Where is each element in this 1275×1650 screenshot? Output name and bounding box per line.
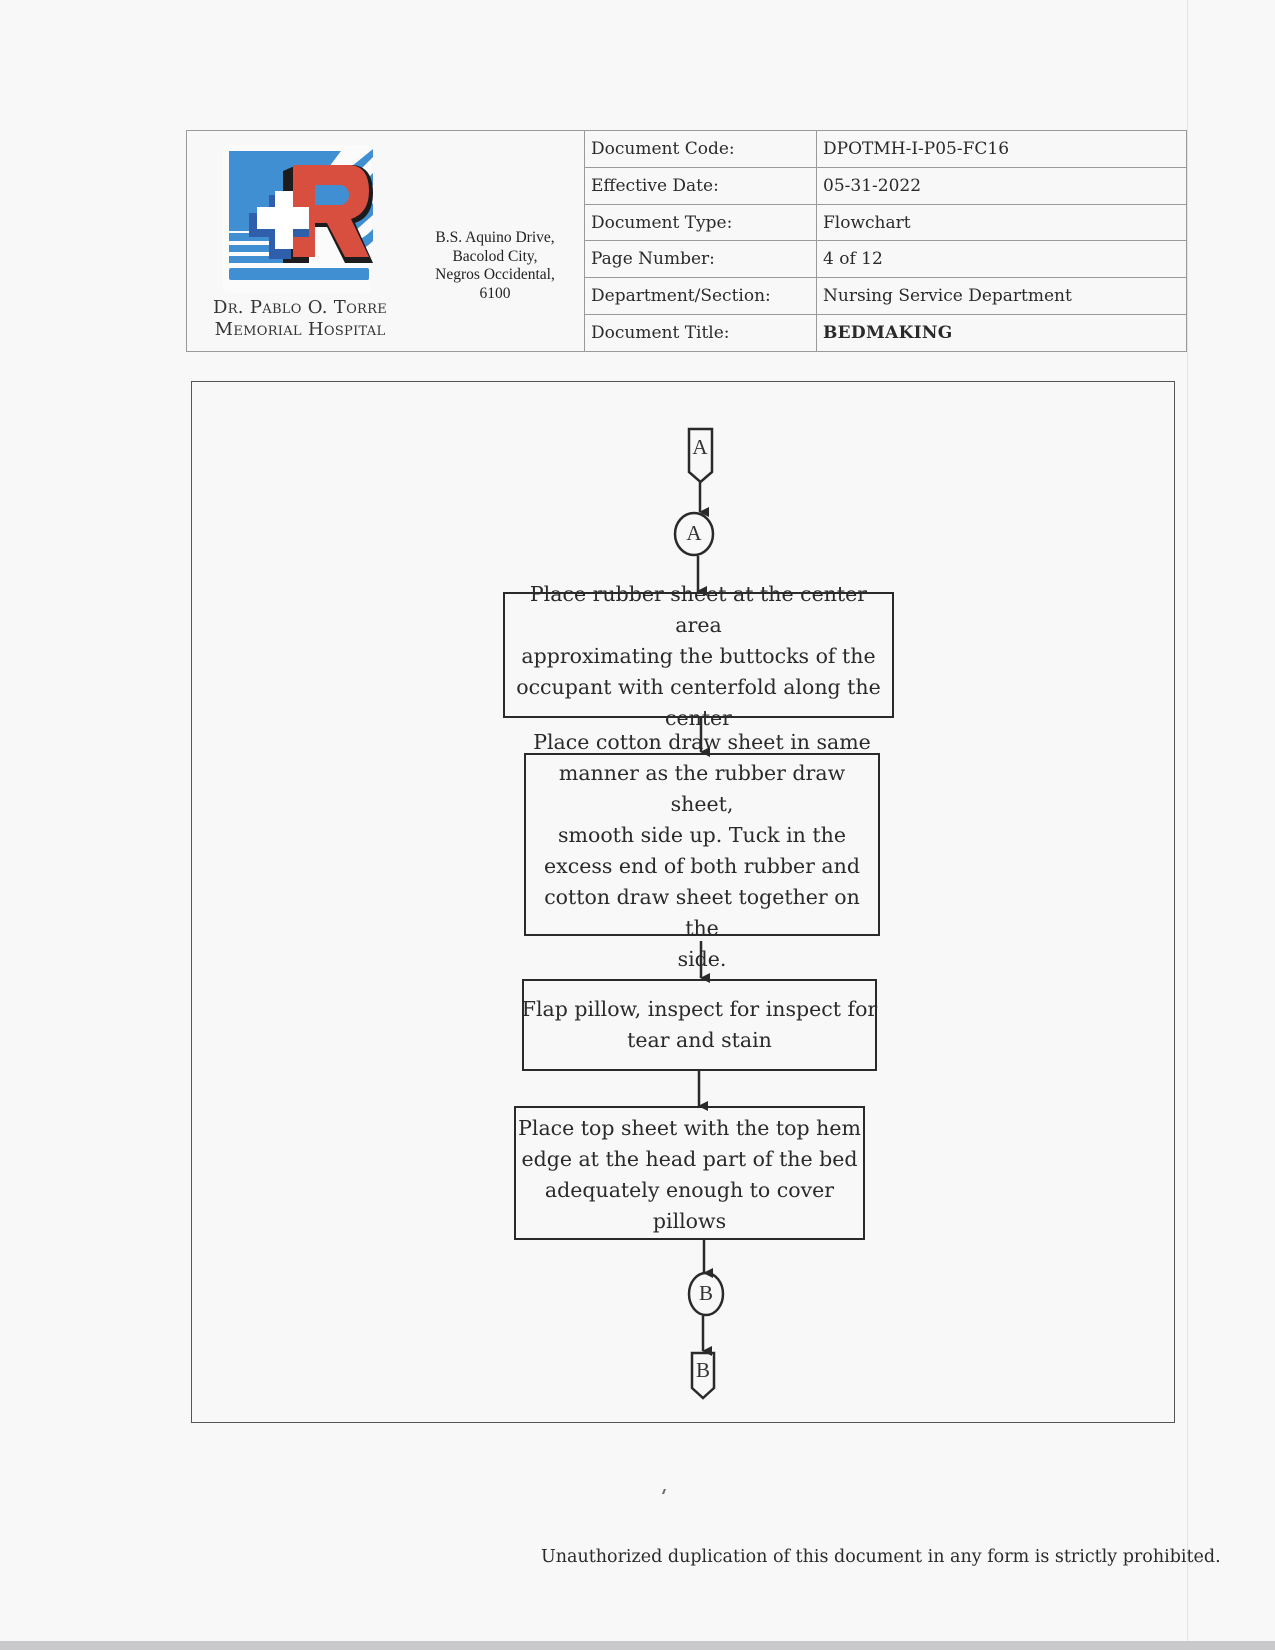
meta-value: Flowchart (823, 212, 911, 233)
meta-label: Document Code: (585, 131, 817, 167)
step-text-line: Place rubber sheet at the center area (529, 581, 868, 637)
meta-label: Department/Section: (585, 278, 817, 314)
flow-step-2 (524, 729, 880, 971)
step-text-line: Flap pillow, inspect for inspect for (521, 997, 878, 1021)
step-text-line: center (665, 705, 732, 730)
meta-value: Nursing Service Department (823, 286, 1072, 307)
onpage-connector-out-label: B (698, 1281, 713, 1305)
step-text-line: adequately enough to cover (544, 1178, 835, 1202)
flow-step-4 (514, 1106, 865, 1240)
flow-step-1 (503, 581, 894, 730)
address-line: Bacolod City, (452, 247, 538, 265)
address-line: Negros Occidental, (435, 266, 555, 283)
address-line: B.S. Aquino Drive, (435, 229, 555, 246)
step-text-line: smooth side up. Tuck in the (558, 822, 846, 847)
step-text-line: tear and stain (627, 1028, 772, 1052)
meta-label: Document Title: (585, 315, 817, 351)
step-text-line: excess end of both rubber and (544, 853, 860, 878)
address-line: 6100 (479, 284, 511, 302)
document-title: BEDMAKING (823, 323, 953, 344)
step-text-line: manner as the rubber draw sheet, (558, 760, 846, 816)
step-text-line: edge at the head part of the bed (521, 1147, 858, 1171)
meta-label: Page Number: (585, 241, 817, 277)
offpage-connector-out-label: B (695, 1358, 710, 1382)
step-text-line: pillows (652, 1209, 727, 1233)
step-text-line: approximating the buttocks of the (521, 643, 876, 668)
onpage-connector-in-label: A (686, 521, 702, 545)
footer-notice: Unauthorized duplication of this document in any form is strictly prohibited. (541, 1547, 1221, 1567)
meta-label: Effective Date: (585, 168, 817, 204)
step-text-line: Place top sheet with the top hem (518, 1116, 861, 1140)
meta-value: 05-31-2022 (823, 175, 922, 196)
hospital-name-line1: Dr. Pablo O. Torre (212, 297, 387, 318)
hospital-name-line2: Memorial Hospital (214, 319, 386, 340)
step-text-line: side. (677, 946, 727, 971)
meta-value: 4 of 12 (823, 249, 883, 270)
meta-label: Document Type: (585, 205, 817, 241)
offpage-connector-in-label: A (692, 435, 708, 459)
flow-step-3 (522, 979, 877, 1071)
meta-value: DPOTMH-I-P05-FC16 (823, 138, 1010, 159)
step-text-line: Place cotton draw sheet in same (533, 729, 871, 754)
step-text-line: cotton draw sheet together on the (544, 884, 860, 940)
step-text-line: occupant with centerfold along the (516, 674, 881, 699)
